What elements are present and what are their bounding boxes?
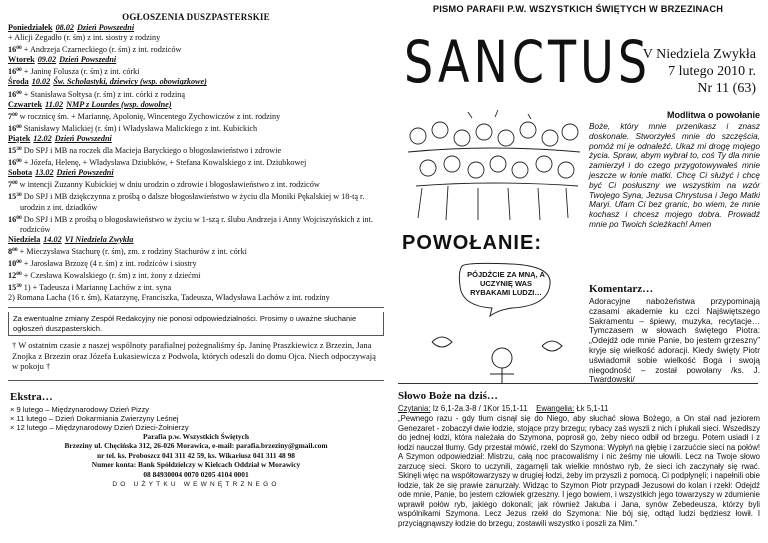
mass-time-minutes: 00 [16, 258, 22, 265]
day-feast: Dzień Powszedni [54, 133, 112, 143]
intention-text: + Alicji Zegadło (r. śm) z int. siostry z rodziny [8, 33, 161, 43]
mass-time-minutes: 00 [16, 123, 22, 130]
choir-icon [398, 108, 586, 228]
announcements-column [8, 4, 384, 539]
intention-text: Do SPJ i MB na roczek dla Macieja Baryckiego o błogosławieństwo i zdrowie [21, 146, 282, 156]
intention-text: + Józefa, Helenę, + Władysława Dziubków, + Stefana Kowalskiego z int. Dziubkowej [21, 158, 307, 168]
mass-intention [8, 213, 384, 235]
day-feast: Dzień Powszedni [59, 55, 117, 65]
gospel-text: „Pewnego razu - gdy tłum cisnął się do Niego, aby słuchać słowa Bożego, a On stał nad jeziorem Genezaret - zobaczył dwie łodzie, stojące przy brzegu; rybacy zaś wyszli z nich i płukali sieci. Wszedłszy do jednej łodzi, która należała do Szymona, poprosił go, żeby nieco odbił od brzegu. Potem usiadł i z łodzi nauczał tłumy. Gdy przestał mówić, rzekł do Szymona: Wypłyń na głębię i zarzućcie sieci na połów! A Szymon odpowiedział: Mistrzu, całą noc pracowaliśmy i nic żeśmy nie ułowili. Lecz na Twoje słowo zarzucę sieci. Skoro to uczynili, zagarnęli tak wielkie mnóstwo ryb, że sieci ich zaczynały się rwać. Skinęli więc na współtowarzyszy w drugiej łodzi, żeby im przyszli z pomocą. Ci podpłynęli; i napełnili obie łodzie, tak że się prawie zanurzały. Widząc to Szymon Piotr przypadł Jezusowi do kolan i rzekł: Odejdź ode mnie, Panie, bo jestem człowiek grzeszny. I jego bowiem, i wszystkich jego towarzyszy w zdumienie wprawił połów ryb, jakiego dokonali; jak również Jakuba i Jana, synów Zebedeusza, którzy byli wspólnikami Szymona. Lecz Jezus rzekł do Szymona: Nie bój się, odtąd ludzi będziesz łowił. I przyciągnąwszy łodzie do brzegu, zostawili wszystko i poszli za Nim.” [398, 414, 760, 528]
mass-time: 16 [8, 67, 17, 77]
intention-text: + Andrzeja Czarneckiego (r. śm) z int. rodziców [21, 45, 182, 55]
mass-time-minutes: 00 [16, 214, 22, 221]
mass-time-minutes: 00 [12, 111, 18, 118]
section-divider [398, 383, 758, 384]
mass-time: 16 [8, 45, 17, 55]
mass-intention [8, 269, 384, 281]
day-heading [8, 77, 384, 87]
intention-text: 1) + Tadeusza i Mariannę Lachów z int. syna [21, 283, 172, 293]
mass-time: 10 [8, 258, 17, 268]
mass-intention [8, 65, 384, 77]
mass-intention [8, 110, 384, 122]
day-feast: VI Niedziela Zwykła [64, 234, 134, 244]
intention-text: + Jarosława Brzozę (4 r. śm) z int. rodziców i siostry [21, 258, 197, 268]
mass-intention [8, 33, 384, 43]
word-of-god-title: Słowo Boże na dziś… [398, 390, 498, 402]
readings-refs: Iz 6,1-2a.3-8 / 1Kor 15,1-11 [432, 404, 528, 413]
commentary-text: Adoracyjne nabożeństwa przypominają czasami akademie ku czci Najświętszego Sakramentu – śpiewy, muzyka, recytacje… Tymczasem w słowach świętego Piotra: „Odejdź ode mnie Panie, bo jestem grzeszny” kryje się wielkość adoracji. Kiedy święty Piotr uświadomił sobie wielkość Boga i swoją niegodność – został powołany /ks. J. Twardowski/ [589, 296, 760, 385]
intention-text: Do SPJ i MB z prośbą o błogosławieństwo w życiu w 1-szą r. ślubu Andrzeja i Anny Wojciszyńskich z int. rodziców [20, 214, 373, 234]
gospel-ref: Łk 5,1-11 [576, 404, 609, 413]
prayer-title: Modlitwa o powołanie [667, 110, 760, 120]
day-date: 09.02 [37, 55, 57, 65]
announcements-title: OGŁOSZENIA DUSZPASTERSKIE [122, 12, 270, 22]
day-name: Środa [8, 77, 29, 87]
commentary-title: Komentarz… [589, 283, 654, 295]
ekstra-title: Ekstra… [10, 390, 53, 403]
intention-text: Do SPJ i MB dziękczynna z prośbą o dalsze błogosławieństwo w życiu dla Moniki Pękalskiej w 18-tą r. urodzin z int. dziadków [20, 192, 365, 212]
mass-time-minutes: 00 [16, 158, 22, 165]
day-name: Wtorek [8, 55, 35, 65]
mass-time: 7 [8, 111, 13, 121]
day-date: 14.02 [43, 234, 62, 244]
mass-time: 15 [8, 192, 17, 202]
list-item: × 9 lutego – Międzynarodowy Dzień Pizzy [10, 404, 150, 414]
mass-time-minutes: 00 [16, 271, 22, 278]
day-date: 08.02 [55, 23, 74, 32]
footer-line: Brzeziny ul. Chęcińska 312, 26-026 Morawica, e-mail: parafia.brzeziny@gmail.com [64, 441, 328, 451]
mass-time-minutes: 00 [16, 45, 22, 52]
mass-time: 16 [8, 89, 17, 99]
intention-text: + Czesława Kowalskiego (r. śm) z int. żony z dziećmi [21, 271, 201, 281]
day-feast: Dzień Powszedni [77, 23, 135, 32]
footer-line: 08 84930004 0070 0205 4104 0001 [143, 469, 249, 479]
mass-intention [8, 281, 384, 293]
intention-text: + Janinę Folusza (r. śm) z int. córki [21, 67, 140, 77]
obituary-text: † W ostatnim czasie z naszej wspólnoty parafialnej pożegnaliśmy śp. Janinę Praszkiewicz z Brzezin, Jana Znojka z Brzezin oraz Józefa Łukasiewicza z Podwola, których odeszli do domu Ojca. Niech odpoczywają w pokoju † [12, 340, 376, 372]
divider [8, 380, 384, 381]
mass-intention [8, 293, 384, 303]
prayer-text: Boże, który mnie przenikasz i znasz doskonale. Stworzyłeś mnie do szczęścia, pomóż mi je odnaleźć. Ukaż mi drogę mojego życia. Spraw, abym wybrał to, coś Ty dla mnie zamierzył i do czego przygotowywałeś mnie jeszcze w łonie matki. Chcę Ci służyć i chcę być Ci posłuszny we wszystkim na wzór Twojego Syna, Jezusa Chrystusa i Jego Matki Maryi. Ufam Ci bez granic, bo wiem, że mnie kochasz i chcesz mojego dobra. Prowadź mnie po Twoich ścieżkach! Amen [589, 121, 760, 229]
mass-intention [8, 178, 384, 190]
intention-text: 2) Romana Lacha (16 r. śm), Katarzynę, Franciszka, Tadeusza, Władysława Lachów z int. rodziny [8, 293, 330, 303]
intention-text: w intencji Zuzanny Kubickiej w dniu urodzin o zdrowie i błogosławieństwo z int. rodziców [17, 180, 320, 190]
footer-line: Parafia p.w. Wszystkich Świętych [142, 432, 249, 441]
day-name: Piątek [8, 133, 31, 143]
footer-internal-use: DO UŻYTKU WEWNĘTRZNEGO [112, 481, 280, 489]
cartoon-speech-bubble: PÓJDŹCIE ZA MNĄ, A UCZYNIĘ WAS RYBAKAMI LUDZI… [467, 270, 545, 297]
announcements-list [8, 23, 384, 303]
mass-intention [8, 88, 384, 100]
mass-time: 16 [8, 214, 17, 224]
editorial-note: Za ewentualne zmiany Zespół Redakcyjny nie ponosi odpowiedzialności. Prosimy o uważne słuchanie ogłoszeń duszpasterskich. [8, 312, 384, 336]
cartoon-illustration [402, 262, 588, 386]
issue-info [606, 46, 756, 97]
gospel-label: Ewangelia: [536, 404, 575, 413]
mass-intention [8, 43, 384, 55]
mass-intention [8, 122, 384, 134]
intention-text: + Mieczysława Stachurę (r. śm), zm. z rodziny Stachurów z int. córki [17, 246, 247, 256]
day-name: Czwartek [8, 99, 43, 109]
masthead: PISMO PARAFII P.W. WSZYSTKICH ŚWIĘTYCH W BRZEZINACH [432, 4, 724, 14]
day-name: Poniedziałek [8, 23, 53, 32]
mass-intention [8, 190, 384, 212]
day-heading [8, 168, 384, 178]
day-heading [8, 134, 384, 144]
issue-sunday: V Niedziela Zwykła [642, 47, 756, 62]
choir-illustration [398, 108, 586, 228]
day-feast: NMP z Lourdes (wsp. dowolne) [66, 99, 172, 109]
mass-time-minutes: 00 [16, 89, 22, 96]
day-date: 10.02 [31, 77, 51, 87]
footer-line: nr tel. ks. Proboszcz 041 311 42 59, ks. Wikariusz 041 311 48 98 [97, 450, 295, 460]
mass-time-minutes: 30 [16, 146, 22, 153]
day-name: Sobota [8, 168, 33, 178]
day-heading [8, 23, 384, 33]
mass-time: 15 [8, 146, 17, 156]
mass-time-minutes: 00 [12, 246, 18, 253]
day-heading [8, 55, 384, 65]
mass-time: 16 [8, 158, 17, 168]
cartoon-heading: POWOŁANIE: [402, 232, 542, 254]
readings-line [398, 404, 760, 414]
day-feast: Św. Scholastyki, dziewicy (wsp. obowiązkowe) [53, 77, 207, 87]
mass-intention [8, 257, 384, 269]
intention-text: Stanisławy Malickiej (r. śm) i Władysława Malickiego z int. Kubickich [21, 123, 258, 133]
mass-time-minutes: 30 [16, 192, 22, 199]
day-date: 11.02 [45, 99, 64, 109]
cartoon-heading-wrap [402, 232, 542, 255]
day-date: 13.02 [35, 168, 54, 178]
footer-line: Numer konta: Bank Spółdzielczy w Kielcach Oddział w Morawicy [91, 460, 301, 470]
intention-text: w rocznicę śm. + Mariannę, Apolonię, Wincentego Zychowiczów z int. rodziny [17, 111, 281, 121]
mass-time-minutes: 30 [16, 283, 22, 290]
sanctus-logo: SANCTUS [404, 28, 652, 96]
day-heading [8, 235, 384, 245]
mass-time-minutes: 00 [12, 180, 18, 187]
mass-time: 7 [8, 180, 13, 190]
divider [8, 307, 384, 308]
issue-date: 7 lutego 2010 r. [668, 64, 756, 79]
list-item: × 12 lutego – Międzynarodowy Dzień Dzieci-Żołnierzy [10, 423, 189, 433]
ekstra-list [8, 405, 384, 433]
mass-intention [8, 144, 384, 156]
mass-time: 8 [8, 246, 13, 256]
mass-intention [8, 245, 384, 257]
mass-intention [8, 156, 384, 168]
mass-time: 16 [8, 123, 17, 133]
mass-time: 12 [8, 271, 17, 281]
day-name: Niedziela [8, 234, 41, 244]
day-date: 12.02 [33, 133, 52, 143]
day-heading [8, 100, 384, 110]
day-feast: Dzień Powszedni [56, 168, 114, 178]
readings-label: Czytania: [398, 404, 431, 413]
parish-footer [8, 432, 384, 488]
intention-text: + Stanisława Sołtysa (r. śm) z int. córki z rodziną [21, 89, 186, 99]
list-item: × 11 lutego – Dzień Dokarmiania Zwierzyny Leśnej [10, 414, 179, 424]
issue-number: Nr 11 (63) [697, 81, 756, 96]
mass-time-minutes: 00 [16, 67, 22, 74]
mass-time: 15 [8, 283, 17, 293]
newsletter-column [392, 0, 764, 543]
